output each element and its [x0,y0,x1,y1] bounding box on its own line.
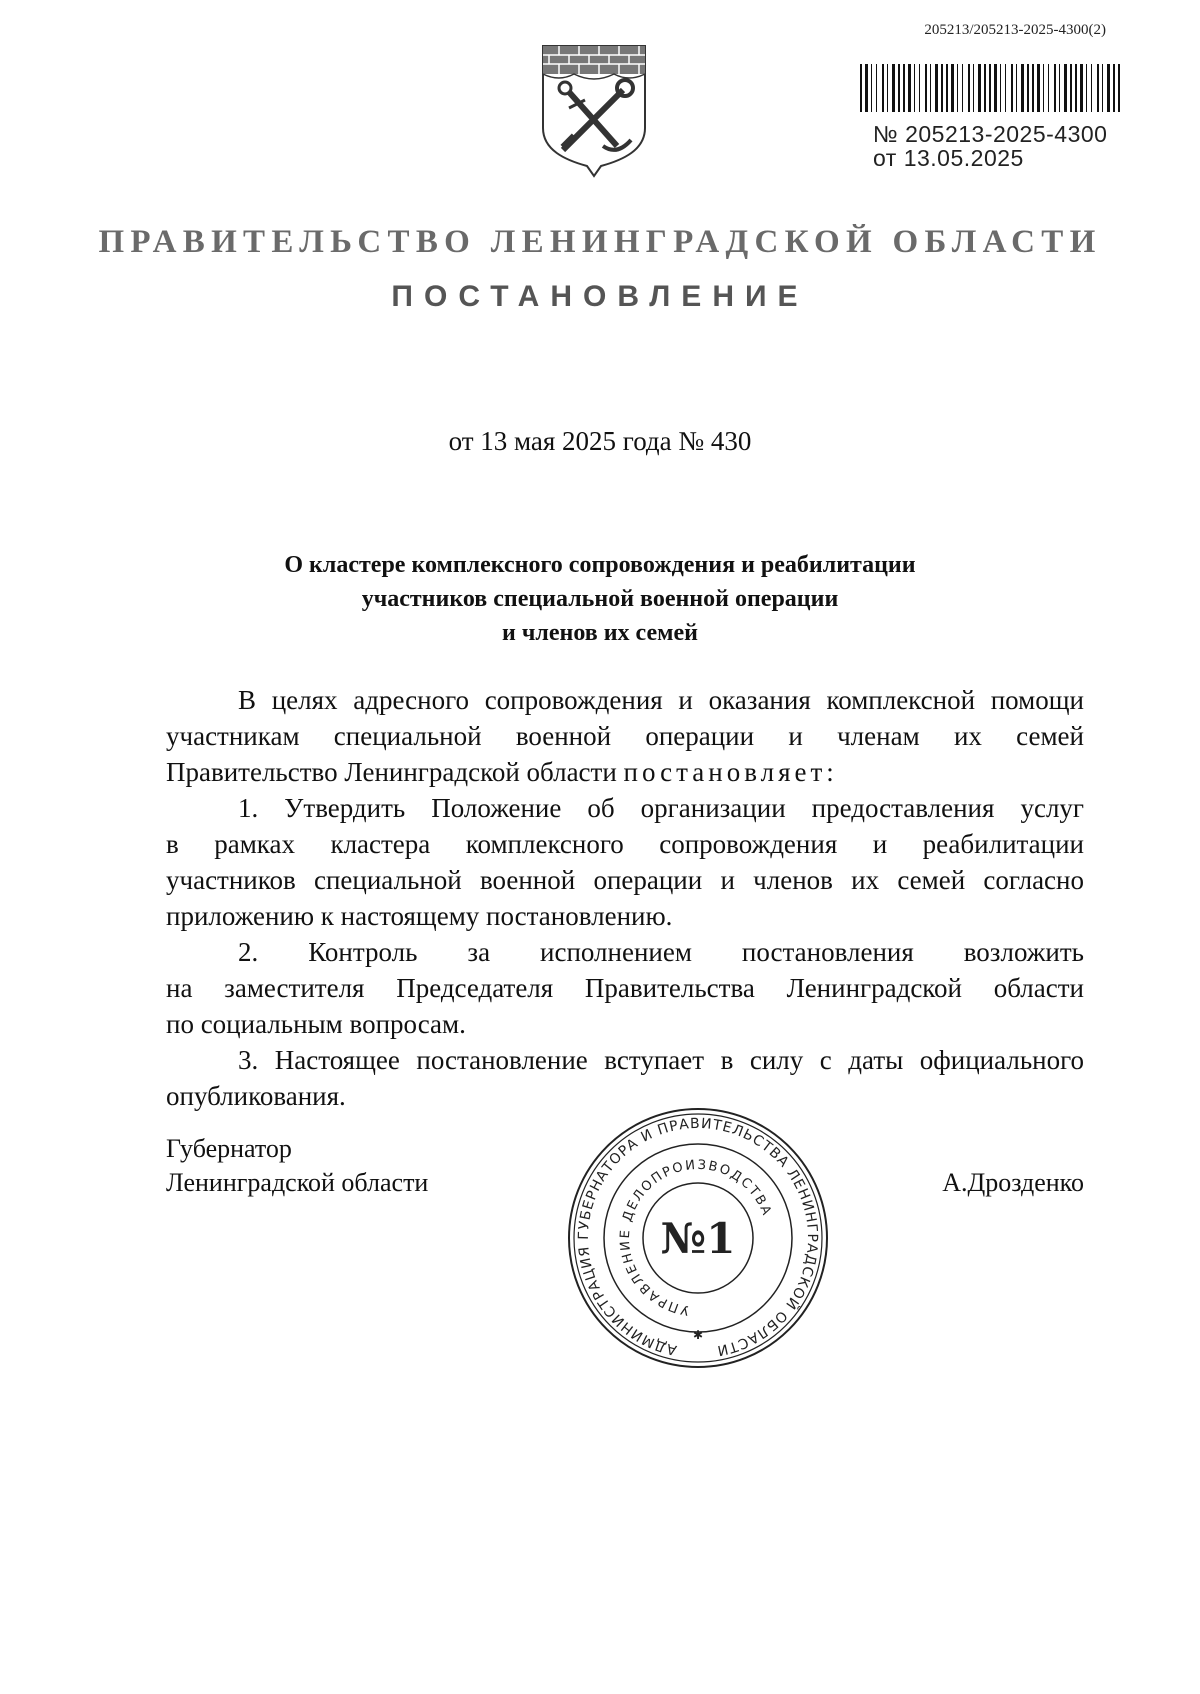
barcode-bar [1000,64,1001,112]
item-3-line: 3. Настоящее постановление вступает в силу с даты официального [238,1045,1084,1075]
barcode-bar [925,64,927,112]
barcode-bar [1102,64,1103,112]
item-1-line: 1. Утвердить Положение об организации предоставления услуг [238,793,1084,823]
preamble-line: Правительство Ленинградской области [166,757,617,787]
barcode-bar [882,64,884,112]
preamble-line: В целях адресного сопровождения и оказания комплексной помощи [238,685,1084,715]
stamp-inner-text: УПРАВЛЕНИЕ ДЕЛОПРОИЗВОДСТВА [617,1157,775,1318]
barcode-bar [903,64,905,112]
barcode-bar [1097,64,1099,112]
resolution-title-line: участников специальной военной операции [361,586,839,612]
stamp-outer-text: АДМИНИСТРАЦИЯ ГУБЕРНАТОРА И ПРАВИТЕЛЬСТВА ЛЕНИНГРАДСКОЙ ОБЛАСТИ [575,1115,821,1359]
barcode-bar [978,64,981,112]
barcode-bar [1086,64,1087,112]
item-1-line: участников специальной военной операции и членов их семей согласно [166,865,1084,895]
barcode-bar [951,64,954,112]
resolution-date-number: от 13 мая 2025 года № 430 [448,426,752,456]
document-type: ПОСТАНОВЛЕНИЕ [391,280,809,313]
barcode-bar [1048,64,1049,112]
barcode-bar [1075,64,1077,112]
preamble-line: участникам специальной военной операции и членам их семей [166,721,1084,751]
preamble-line-resolves [166,754,1084,790]
signer-region: Ленинградской области [166,1168,429,1197]
item-2-line: 2. Контроль за исполнением постановления возложить [238,937,1084,967]
signer-title: Губернатор [166,1134,292,1163]
barcode-icon [860,64,1122,112]
barcode-bar [962,64,963,112]
resolves-word: постановляет: [623,757,838,787]
document-reference: 205213/205213-2025-4300(2) [924,22,1106,38]
barcode-bar [935,64,938,112]
barcode-bar [941,64,943,112]
barcode-bar [957,64,958,112]
barcode-bar [1070,64,1072,112]
stamp-star-icon: ✱ [692,1328,704,1342]
barcode-bar [1091,64,1092,112]
barcode-bar [984,64,986,112]
barcode-bar [860,64,862,112]
barcode-bar [898,64,900,112]
barcode-bar [1064,64,1067,112]
barcode-bar [1118,64,1120,112]
item-3-line: опубликования. [166,1081,346,1111]
barcode-bar [865,64,868,112]
barcode-bar [892,64,895,112]
official-stamp [567,1107,829,1369]
registration-date: от 13.05.2025 [873,145,1024,171]
barcode-bar [930,64,931,112]
stamp-number: №1 [660,1214,736,1263]
barcode-bar [1043,64,1044,112]
government-title: ПРАВИТЕЛЬСТВО ЛЕНИНГРАДСКОЙ ОБЛАСТИ [98,224,1102,260]
barcode-bar [1032,64,1034,112]
barcode-bar [1080,64,1083,112]
barcode-bar [968,64,970,112]
barcode-bar [887,64,888,112]
barcode-bar [1059,64,1060,112]
barcode-bar [919,64,920,112]
barcode-bar [946,64,948,112]
resolution-title-line: О кластере комплексного сопровождения и реабилитации [284,552,916,578]
barcode-bar [1011,64,1013,112]
item-2-line: на заместителя Председателя Правительства Ленинградской области [166,973,1084,1003]
barcode-bar [1027,64,1029,112]
barcode-bar [1113,64,1115,112]
resolution-title-line: и членов их семей [502,620,698,646]
item-1-line: приложению к настоящему постановлению. [166,901,673,931]
registration-number: № 205213-2025-4300 [873,121,1108,147]
barcode-bar [973,64,974,112]
item-2-line: по социальным вопросам. [166,1009,466,1039]
barcode-bar [994,64,997,112]
barcode-bar [1021,64,1024,112]
barcode-bar [989,64,991,112]
leningrad-oblast-coat-of-arms-icon [539,42,649,180]
barcode-bar [1037,64,1040,112]
barcode-bar [908,64,911,112]
barcode-bar [1005,64,1006,112]
barcode-bar [1107,64,1110,112]
barcode-bar [1054,64,1056,112]
barcode-bar [1016,64,1017,112]
barcode-bar [871,64,872,112]
barcode-bar [914,64,915,112]
barcode-bar [876,64,877,112]
item-1-line: в рамках кластера комплексного сопровождения и реабилитации [166,829,1084,859]
signer-name: А.Дрозденко [942,1168,1084,1197]
